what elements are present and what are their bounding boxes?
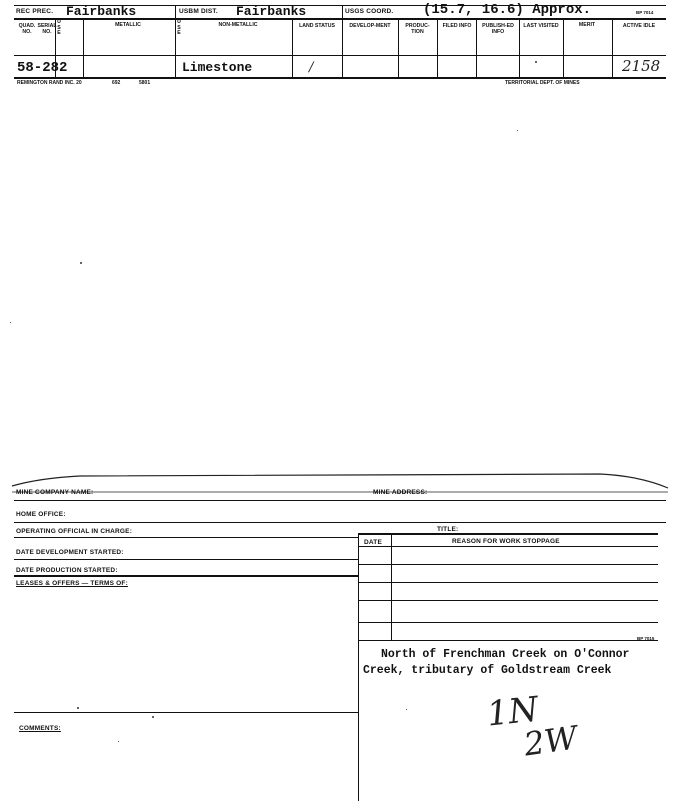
operating-official-label: OPERATING OFFICIAL IN CHARGE:	[16, 528, 133, 535]
table-row-rule	[358, 564, 658, 565]
table-row-rule	[358, 622, 658, 623]
quad-serial-value: 58-282	[17, 60, 68, 76]
title-label: TITLE:	[437, 526, 459, 533]
col-use-1: U S E	[57, 19, 61, 36]
col-quad-no: QUAD. NO.	[18, 23, 36, 35]
leases-offers-label: LEASES & OFFERS — TERMS OF:	[16, 580, 128, 587]
col-metallic: METALLIC	[115, 22, 141, 28]
col-divider	[292, 18, 293, 77]
col-serial-no: SERIAL NO.	[37, 23, 57, 35]
mine-address-label: MINE ADDRESS:	[373, 489, 428, 496]
rule	[358, 546, 658, 547]
header-divider	[175, 5, 176, 18]
usbm-dist-label: USBM DIST.	[179, 8, 218, 15]
col-divider	[398, 18, 399, 77]
rec-prec-value: Fairbanks	[66, 4, 137, 19]
col-filed-info: FILED INFO	[442, 23, 472, 29]
col-active-idle: ACTIVE IDLE	[622, 23, 656, 29]
home-office-label: HOME OFFICE:	[16, 511, 66, 518]
col-development: DEVELOP-MENT	[349, 23, 391, 29]
department-text: TERRITORIAL DEPT. OF MINES	[505, 80, 580, 86]
card-edge	[0, 470, 678, 496]
speck	[535, 61, 537, 63]
printer-text: REMINGTON RAND INC. 20	[17, 80, 82, 86]
rule	[14, 522, 666, 523]
date-header: DATE	[364, 539, 383, 546]
table-left-border	[358, 533, 359, 801]
handwritten-range: 2W	[521, 718, 580, 764]
rule	[14, 712, 358, 713]
speck	[80, 262, 82, 264]
rule	[358, 533, 658, 535]
col-divider	[342, 18, 343, 77]
col-divider	[612, 18, 613, 77]
form-number: BP 7014	[636, 10, 654, 15]
rule	[14, 537, 358, 538]
col-production: PRODUC-TION	[405, 23, 430, 35]
printer-code-1: 692	[112, 80, 121, 86]
table-row-rule	[358, 640, 658, 641]
comments-label: COMMENTS:	[19, 725, 61, 732]
speck	[118, 741, 119, 742]
rule	[14, 500, 666, 501]
table-row-rule	[358, 600, 658, 601]
col-land-status: LAND STATUS	[299, 23, 335, 29]
usgs-coord-value: (15.7, 16.6) Approx.	[423, 2, 592, 18]
col-merit: MERIT	[578, 22, 596, 28]
card-bottom-rule	[14, 77, 666, 79]
header-divider	[342, 5, 343, 18]
form-number-2: BP 7015	[637, 636, 655, 641]
speck	[517, 130, 518, 131]
record-row-rule	[14, 55, 666, 56]
usbm-dist-value: Fairbanks	[236, 4, 307, 19]
col-divider	[83, 18, 84, 77]
non-metallic-value: Limestone	[182, 60, 253, 75]
active-idle-value: 2158	[622, 57, 661, 75]
speck	[10, 322, 11, 323]
date-production-label: DATE PRODUCTION STARTED:	[16, 567, 118, 574]
speck	[152, 716, 154, 718]
col-published-info: PUBLISH-ED INFO	[482, 23, 514, 35]
date-development-label: DATE DEVELOPMENT STARTED:	[16, 549, 124, 556]
remarks-line-2: Creek, tributary of Goldstream Creek	[363, 664, 612, 677]
col-divider	[437, 18, 438, 77]
mine-company-name-label: MINE COMPANY NAME:	[16, 489, 94, 496]
col-non-metallic: NON-METALLIC	[218, 22, 258, 28]
col-divider	[519, 18, 520, 77]
handwritten-township: 1N	[485, 689, 541, 735]
reason-header: REASON FOR WORK STOPPAGE	[452, 538, 560, 545]
col-last-visited: LAST VISITED	[523, 23, 559, 29]
rule	[14, 559, 358, 560]
printer-code-2: 5801	[139, 80, 151, 86]
rec-prec-label: REC PREC.	[16, 8, 54, 15]
speck	[406, 709, 407, 710]
land-status-value: /	[309, 60, 314, 75]
col-divider	[563, 18, 564, 77]
rule	[14, 575, 358, 577]
remarks-line-1: North of Frenchman Creek on O'Connor	[381, 648, 630, 661]
speck	[77, 707, 79, 709]
col-divider	[476, 18, 477, 77]
usgs-coord-label: USGS COORD.	[345, 8, 394, 15]
table-col-divider	[391, 533, 392, 640]
table-row-rule	[358, 582, 658, 583]
col-use-2: U S E	[177, 19, 181, 36]
